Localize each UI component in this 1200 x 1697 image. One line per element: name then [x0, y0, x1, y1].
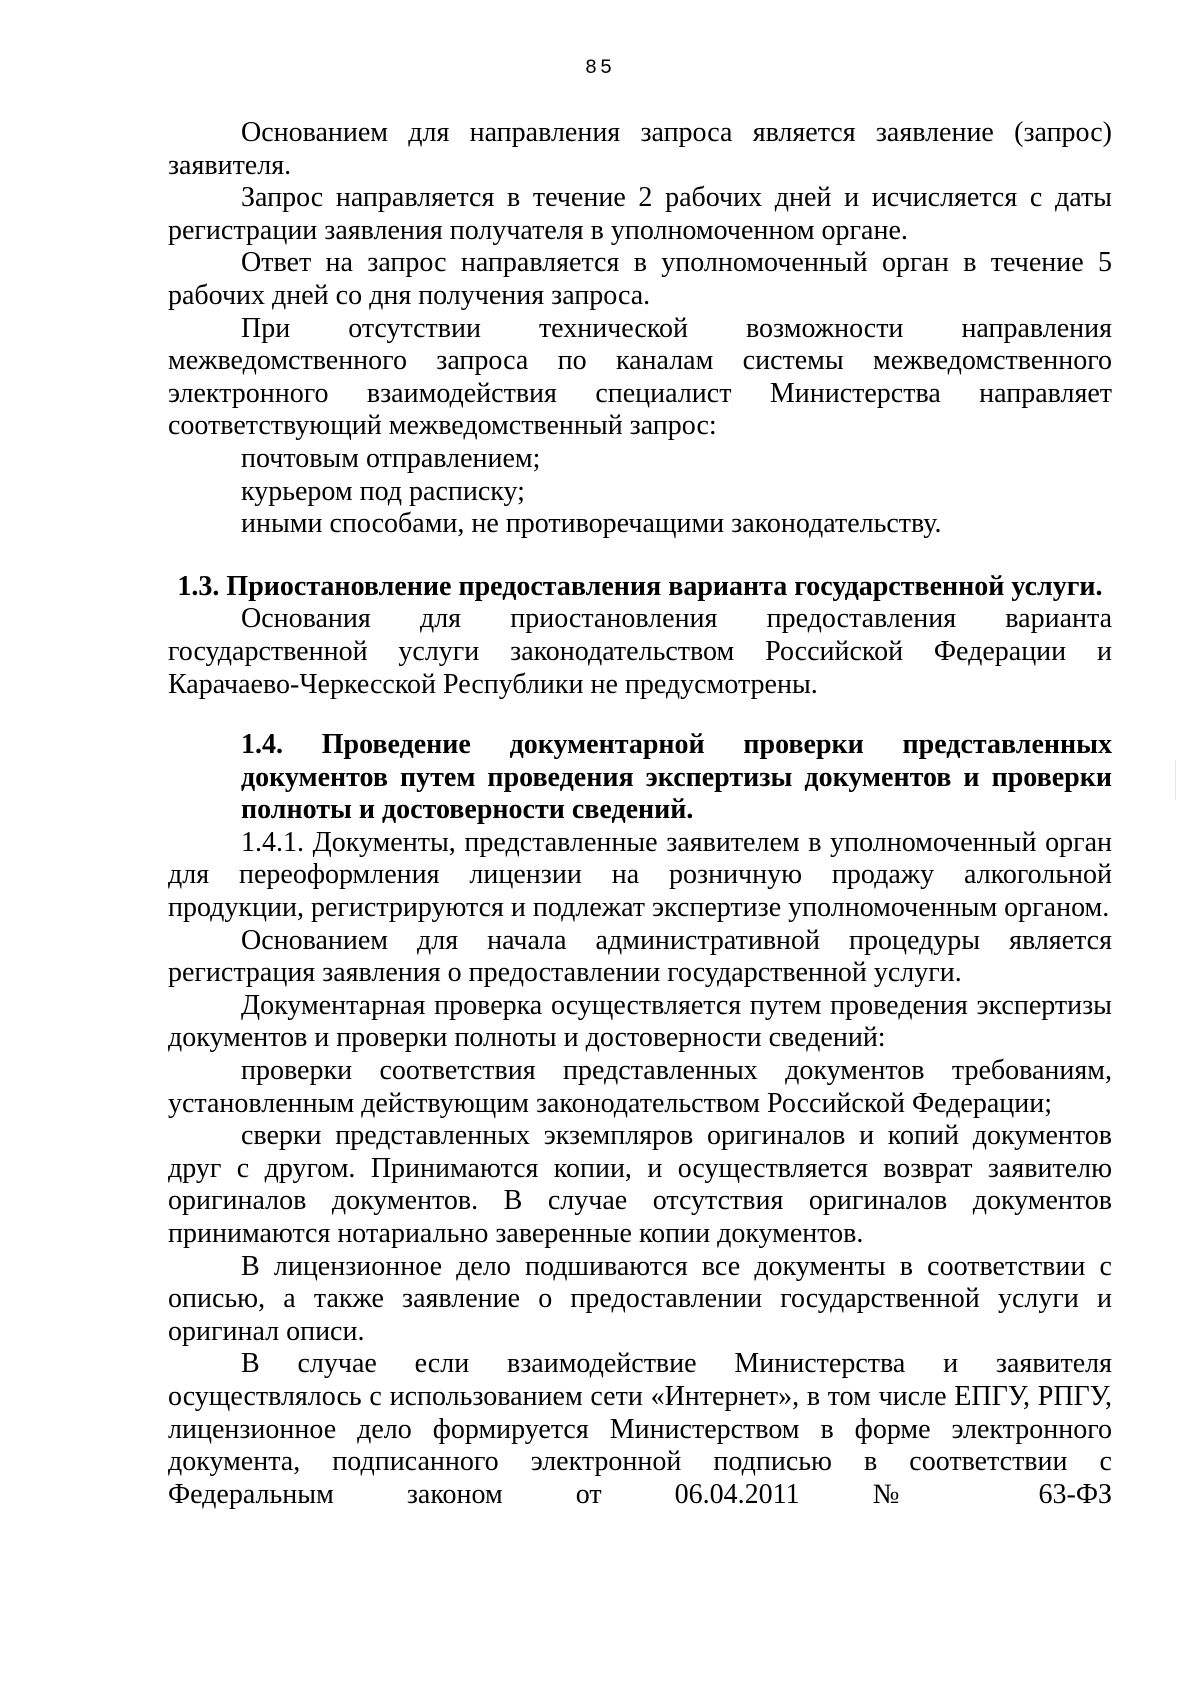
document-body: [168, 117, 1112, 1511]
paragraph: Документарная проверка осуществляется путем проведения экспертизы документов и проверки полноты и достоверности сведений:: [168, 989, 1112, 1054]
paragraph: Запрос направляется в течение 2 рабочих дней и исчисляется с даты регистрации заявления получателя в уполномоченном органе.: [168, 182, 1112, 246]
section-spacer: [168, 541, 1112, 571]
paragraph: В случае если взаимодействие Министерства и заявителя осуществлялось с использованием сети «Интернет», в том числе ЕПГУ, РПГУ, лицензионное дело формируется Министерством в форме электронного документа, подписанного электронной подписью в соответствии с Федеральным законом от 06.04.2011 № 63-ФЗ: [168, 1348, 1112, 1510]
section-heading-1-4: 1.4. Проведение документарной проверки представленных документов путем проведения экспертизы документов и проверки полноты и достоверности сведений.: [241, 729, 1112, 826]
scan-margin-mark: [1175, 760, 1176, 800]
paragraph: сверки представленных экземпляров оригиналов и копий документов друг с другом. Принимаются копии, и осуществляется возврат заявителю оригиналов документов. В случае отсутствия оригиналов документов принимаются нотариально заверенные копии документов.: [168, 1120, 1112, 1249]
list-item: почтовым отправлением;: [241, 442, 541, 474]
paragraph: Основанием для направления запроса является заявление (запрос) заявителя.: [168, 117, 1112, 181]
paragraph: Основания для приостановления предоставления варианта государственной услуги законодательством Российской Федерации и Карачаево-Черкесской Республики не предусмотрены.: [168, 603, 1112, 700]
section-spacer: [168, 701, 1112, 729]
paragraph: проверки соответствия представленных документов требованиям, установленным действующим законодательством Российской Федерации;: [168, 1055, 1112, 1119]
paragraph: 1.4.1. Документы, представленные заявителем в уполномоченный орган для переоформления лицензии на розничную продажу алкогольной продукции, регистрируются и подлежат экспертизе уполномоченным органом.: [168, 826, 1112, 924]
paragraph: Ответ на запрос направляется в уполномоченный орган в течение 5 рабочих дней со дня получения запроса.: [168, 247, 1112, 311]
page-number: 85: [584, 57, 615, 80]
paragraph: В лицензионное дело подшиваются все документы в соответствии с описью, а также заявление о предоставлении государственной услуги и оригинал описи.: [168, 1250, 1112, 1347]
list-item: иными способами, не противоречащими законодательству.: [241, 508, 942, 540]
section-heading-1-3: 1.3. Приостановление предоставления варианта государственной услуги.: [177, 570, 1103, 602]
list-item: курьером под расписку;: [241, 475, 525, 507]
paragraph: Основанием для начала административной процедуры является регистрация заявления о предоставлении государственной услуги.: [168, 924, 1112, 989]
paragraph: При отсутствии технической возможности направления межведомственного запроса по каналам системы межведомственного электронного взаимодействия специалист Министерства направляет соответствующий межведомственный запрос:: [168, 312, 1112, 442]
